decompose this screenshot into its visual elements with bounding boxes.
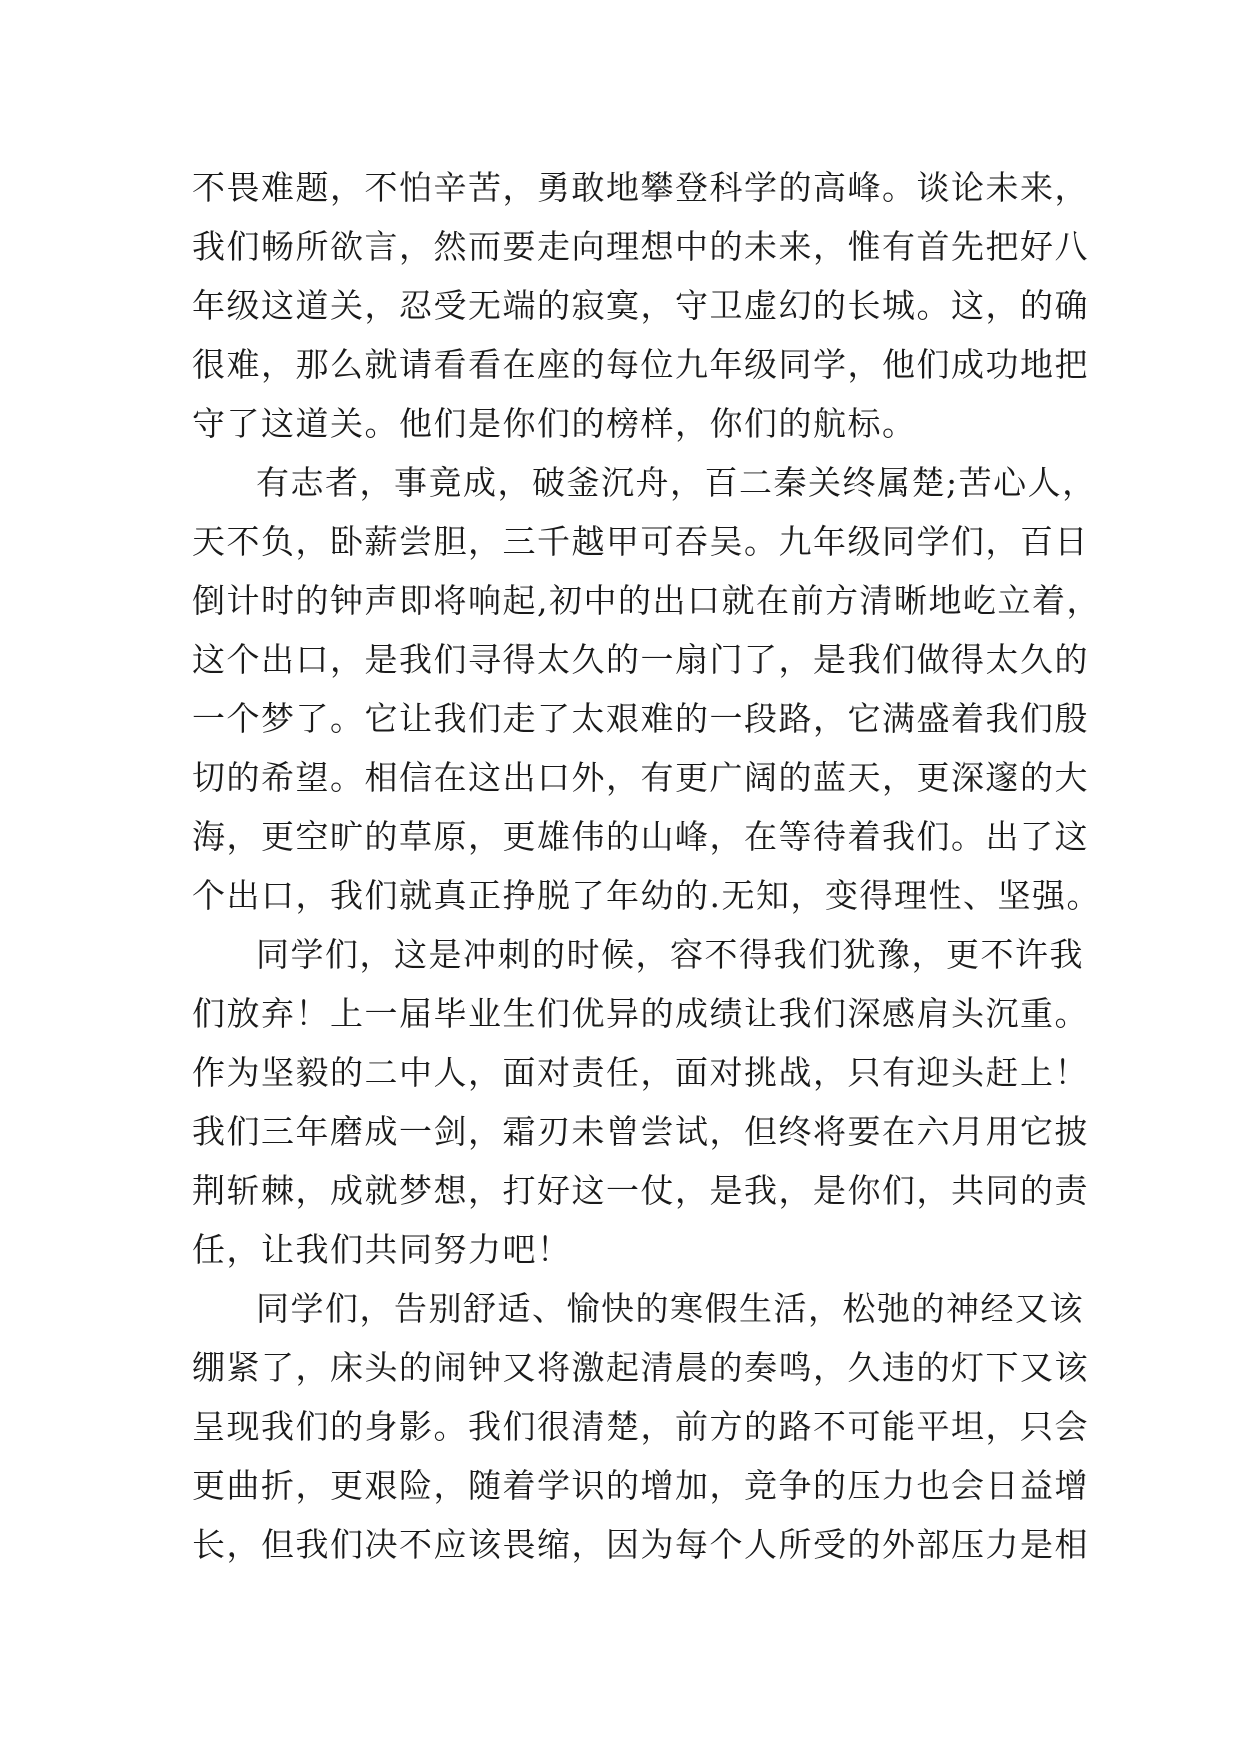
text-line: 这个出口，是我们寻得太久的一扇门了，是我们做得太久的 <box>192 640 1089 679</box>
paragraph-first-line: 同学们，这是冲刺的时候，容不得我们犹豫，更不许我 <box>256 935 1084 974</box>
text-line: 我们畅所欲言，然而要走向理想中的未来，惟有首先把好八 <box>192 227 1089 266</box>
text-line: 任，让我们共同努力吧！ <box>192 1230 572 1269</box>
text-line: 作为坚毅的二中人，面对责任，面对挑战，只有迎头赶上！ <box>192 1053 1089 1092</box>
paragraph-first-line: 有志者，事竟成，破釜沉舟，百二秦关终属楚;苦心人， <box>256 463 1097 502</box>
text-line: 长，但我们决不应该畏缩，因为每个人所受的外部压力是相 <box>192 1525 1089 1564</box>
text-line: 我们三年磨成一剑，霜刃未曾尝试，但终将要在六月用它披 <box>192 1112 1089 1151</box>
text-line: 呈现我们的身影。我们很清楚，前方的路不可能平坦，只会 <box>192 1407 1089 1446</box>
paragraph-first-line: 同学们，告别舒适、愉快的寒假生活，松弛的神经又该 <box>256 1289 1084 1328</box>
text-line: 一个梦了。它让我们走了太艰难的一段路，它满盛着我们殷 <box>192 699 1089 738</box>
text-line: 更曲折，更艰险，随着学识的增加，竞争的压力也会日益增 <box>192 1466 1089 1505</box>
body-text <box>192 158 1101 1574</box>
text-line: 们放弃！上一届毕业生们优异的成绩让我们深感肩头沉重。 <box>192 994 1089 1033</box>
text-line: 守了这道关。他们是你们的榜样，你们的航标。 <box>192 404 917 443</box>
text-line: 海，更空旷的草原，更雄伟的山峰，在等待着我们。出了这 <box>192 817 1089 856</box>
text-line: 很难，那么就请看看在座的每位九年级同学，他们成功地把 <box>192 345 1089 384</box>
text-line: 荆斩棘，成就梦想，打好这一仗，是我，是你们，共同的责 <box>192 1171 1089 1210</box>
text-line: 年级这道关，忍受无端的寂寞，守卫虚幻的长城。这，的确 <box>192 286 1089 325</box>
text-line: 个出口，我们就真正挣脱了年幼的.无知，变得理性、坚强。 <box>192 876 1101 915</box>
text-line: 倒计时的钟声即将响起,初中的出口就在前方清晰地屹立着， <box>192 581 1101 620</box>
text-line: 天不负，卧薪尝胆，三千越甲可吞吴。九年级同学们，百日 <box>192 522 1089 561</box>
text-line: 切的希望。相信在这出口外，有更广阔的蓝天，更深邃的大 <box>192 758 1089 797</box>
text-line: 绷紧了，床头的闹钟又将激起清晨的奏鸣，久违的灯下又该 <box>192 1348 1089 1387</box>
text-line: 不畏难题，不怕辛苦，勇敢地攀登科学的高峰。谈论未来， <box>192 168 1089 207</box>
